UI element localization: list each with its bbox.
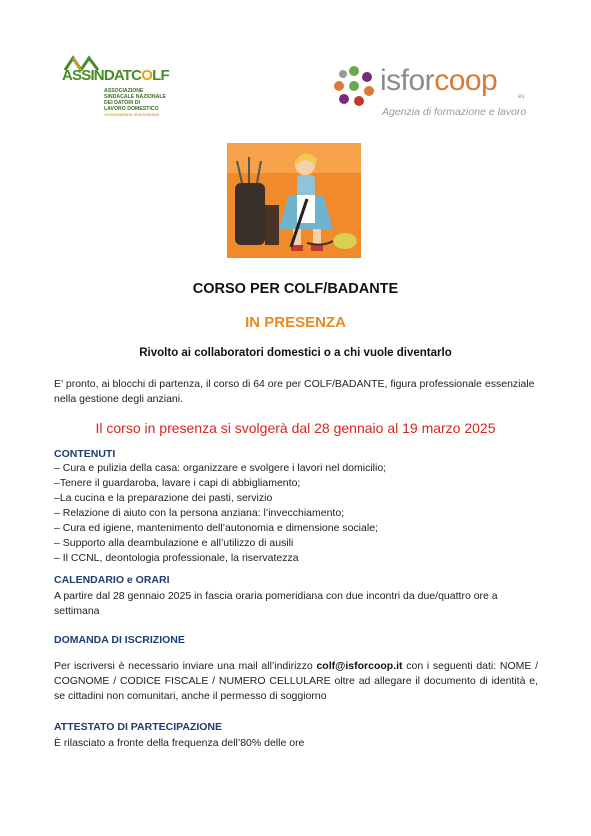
assindatcolf-tagline: Associazione riconosciuta: [104, 113, 160, 118]
target-audience: Rivolto ai collaboratori domestici o a chi vuole diventarlo: [139, 347, 452, 359]
list-item: – Cura e pulizia della casa: organizzare e svolgere i lavori nel domicilio;: [54, 462, 387, 474]
page-title: CORSO PER COLF/BADANTE: [192, 281, 399, 297]
list-item: –Tenere il guardaroba, lavare i capi di abbigliamento;: [54, 477, 301, 489]
assindatcolf-wordmark: ASSINDATCOLF: [62, 67, 169, 84]
assindatcolf-subtitle: ASSOCIAZIONE SINDACALE NAZIONALE DEI DATORI DI LAVORO DOMESTICO: [104, 88, 166, 112]
page-subtitle: IN PRESENZA: [245, 314, 346, 331]
attestato-heading: ATTESTATO DI PARTECIPAZIONE: [54, 721, 222, 733]
list-item: – Cura ed igiene, mantenimento dell’autonomia e dimensione sociale;: [54, 522, 378, 534]
assindatcolf-logo: [62, 55, 202, 135]
list-item: –La cucina e la preparazione dei pasti, servizio: [54, 492, 273, 504]
domanda-text-after: con i seguenti dati: NOME / COGNOME / CODICE FISCALE / NUMERO CELLULARE oltre ad allegare il documento di identità e, se cittadini non comunitari, anche il permesso di soggiorno: [54, 660, 538, 702]
isforcoop-wordmark: isforcoop: [380, 64, 498, 97]
isforcoop-dots-icon: [332, 64, 376, 108]
calendario-paragraph: A partire dal 28 gennaio 2025 in fascia oraria pomeridiana con due incontri da due/quattro ore a settimana: [54, 590, 498, 617]
domanda-paragraph: [54, 659, 538, 704]
domanda-heading: DOMANDA DI ISCRIZIONE: [54, 634, 185, 646]
intro-paragraph: E’ pronto, ai blocchi di partenza, il corso di 64 ore per COLF/BADANTE, figura professionale essenziale nella gestione degli anziani.: [54, 378, 535, 405]
list-item: – Supporto alla deambulazione e all’utilizzo di ausili: [54, 537, 294, 549]
isforcoop-logo: [332, 62, 532, 126]
contenuti-heading: CONTENUTI: [54, 448, 116, 460]
calendario-heading: CALENDARIO e ORARI: [54, 574, 170, 586]
contact-email[interactable]: colf@isforcoop.it: [316, 660, 403, 672]
course-dates: Il corso in presenza si svolgerà dal 28 gennaio al 19 marzo 2025: [95, 420, 496, 436]
list-item: – Il CCNL, deontologia professionale, la riservatezza: [54, 552, 299, 564]
domanda-text-before: Per iscriversi è necessario inviare una mail all’indirizzo: [54, 660, 317, 672]
isforcoop-tagline: Agenzia di formazione e lavoro: [382, 106, 527, 118]
housekeeper-illustration: [227, 143, 361, 258]
list-item: – Relazione di aiuto con la persona anziana: l’invecchiamento;: [54, 507, 345, 519]
attestato-paragraph: È rilasciato a fronte della frequenza dell’80% delle ore: [54, 737, 305, 749]
isforcoop-suffix: es: [518, 94, 525, 100]
contenuti-list: [54, 461, 538, 566]
